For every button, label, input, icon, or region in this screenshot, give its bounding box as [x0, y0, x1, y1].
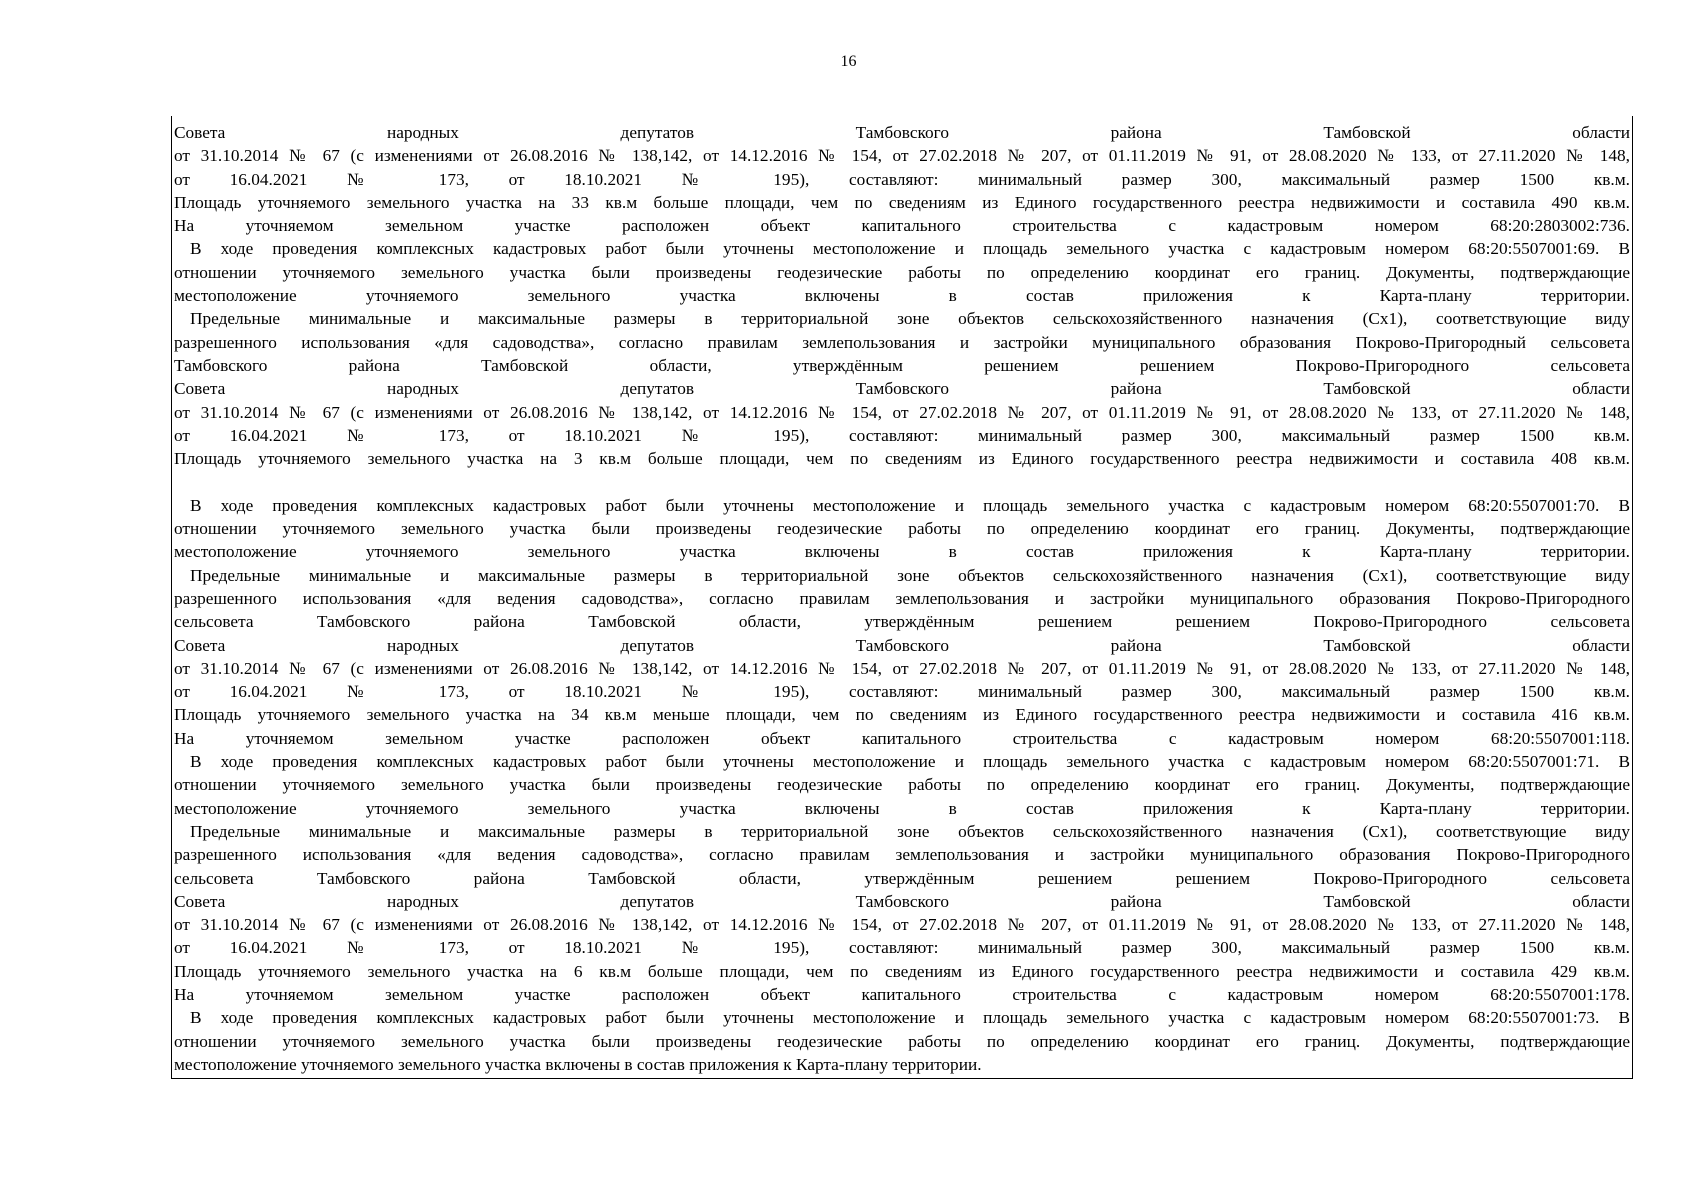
text-line: разрешенного использования «для садоводства», согласно правилам землепользования и застройки муниципального образования Покрово-Пригородный сельсовета: [174, 332, 1630, 352]
text-line: На уточняемом земельном участке расположен объект капитального строительства с кадастровым номером 68:20:5507001:118.: [174, 728, 1630, 748]
text-line: Совета народных депутатов Тамбовского района Тамбовской области: [174, 635, 1630, 655]
text-line: На уточняемом земельном участке расположен объект капитального строительства с кадастровым номером 68:20:2803002:736.: [174, 216, 1630, 236]
text-line: разрешенного использования «для ведения садоводства», согласно правилам землепользования и застройки муниципального образования Покрово-Пригородного: [174, 588, 1630, 608]
text-line: разрешенного использования «для ведения садоводства», согласно правилам землепользования и застройки муниципального образования Покрово-Пригородного: [174, 845, 1630, 865]
text-line: Предельные минимальные и максимальные размеры в территориальной зоне объектов сельскохозяйственного назначения (Сх1), соответствующие виду: [190, 821, 1630, 841]
text-line: Предельные минимальные и максимальные размеры в территориальной зоне объектов сельскохозяйственного назначения (Сх1), соответствующие виду: [190, 309, 1630, 329]
text-line: В ходе проведения комплексных кадастровых работ были уточнены местоположение и площадь земельного участка с кадастровым номером 68:20:5507001:73. В: [190, 1008, 1630, 1028]
text-line: сельсовета Тамбовского района Тамбовской области, утверждённым решением решением Покрово-Пригородного сельсовета: [174, 612, 1630, 632]
text-line: Совета народных депутатов Тамбовского района Тамбовской области: [174, 379, 1630, 399]
text-line: В ходе проведения комплексных кадастровых работ были уточнены местоположение и площадь земельного участка с кадастровым номером 68:20:5507001:70. В: [190, 495, 1630, 515]
text-line: от 16.04.2021 № 173, от 18.10.2021 № 195), составляют: минимальный размер 300, максимальный размер 1500 кв.м.: [174, 425, 1630, 445]
text-line: Тамбовского района Тамбовской области, утверждённым решением решением Покрово-Пригородного сельсовета: [174, 355, 1630, 375]
text-line: от 31.10.2014 № 67 (с изменениями от 26.08.2016 № 138,142, от 14.12.2016 № 154, от 27.02.2018 № 207, от 01.11.2019 № 91, от 28.08.2020 № 133, от 27.11.2020 № 148,: [174, 402, 1630, 422]
text-line: В ходе проведения комплексных кадастровых работ были уточнены местоположение и площадь земельного участка с кадастровым номером 68:20:5507001:71. В: [190, 752, 1630, 772]
text-line: местоположение уточняемого земельного участка включены в состав приложения к Карта-плану территории.: [174, 1054, 982, 1074]
text-line: отношении уточняемого земельного участка были произведены геодезические работы по определению координат его границ. Документы, подтверждающие: [174, 1031, 1630, 1051]
text-line: от 31.10.2014 № 67 (с изменениями от 26.08.2016 № 138,142, от 14.12.2016 № 154, от 27.02.2018 № 207, от 01.11.2019 № 91, от 28.08.2020 № 133, от 27.11.2020 № 148,: [174, 146, 1630, 166]
text-line: от 16.04.2021 № 173, от 18.10.2021 № 195), составляют: минимальный размер 300, максимальный размер 1500 кв.м.: [174, 682, 1630, 702]
text-line: Площадь уточняемого земельного участка на 34 кв.м меньше площади, чем по сведениям из Единого государственного реестра недвижимости и составила 416 кв.м.: [174, 705, 1630, 725]
text-line: от 31.10.2014 № 67 (с изменениями от 26.08.2016 № 138,142, от 14.12.2016 № 154, от 27.02.2018 № 207, от 01.11.2019 № 91, от 28.08.2020 № 133, от 27.11.2020 № 148,: [174, 915, 1630, 935]
page-number: 16: [840, 53, 857, 70]
text-line: Предельные минимальные и максимальные размеры в территориальной зоне объектов сельскохозяйственного назначения (Сх1), соответствующие виду: [190, 565, 1630, 585]
text-line: от 16.04.2021 № 173, от 18.10.2021 № 195), составляют: минимальный размер 300, максимальный размер 1500 кв.м.: [174, 169, 1630, 189]
text-line: от 31.10.2014 № 67 (с изменениями от 26.08.2016 № 138,142, от 14.12.2016 № 154, от 27.02.2018 № 207, от 01.11.2019 № 91, от 28.08.2020 № 133, от 27.11.2020 № 148,: [174, 658, 1630, 678]
text-line: Площадь уточняемого земельного участка на 33 кв.м больше площади, чем по сведениям из Единого государственного реестра недвижимости и составила 490 кв.м.: [174, 192, 1630, 212]
text-line: Площадь уточняемого земельного участка на 6 кв.м больше площади, чем по сведениям из Единого государственного реестра недвижимости и составила 429 кв.м.: [174, 961, 1630, 981]
text-line: местоположение уточняемого земельного участка включены в состав приложения к Карта-плану территории.: [174, 286, 1630, 306]
document-body: [174, 121, 1630, 1076]
text-line: отношении уточняемого земельного участка были произведены геодезические работы по определению координат его границ. Документы, подтверждающие: [174, 775, 1630, 795]
text-line: отношении уточняемого земельного участка были произведены геодезические работы по определению координат его границ. Документы, подтверждающие: [174, 519, 1630, 539]
text-line: местоположение уточняемого земельного участка включены в состав приложения к Карта-плану территории.: [174, 542, 1630, 562]
text-line: отношении уточняемого земельного участка были произведены геодезические работы по определению координат его границ. Документы, подтверждающие: [174, 262, 1630, 282]
text-line: от 16.04.2021 № 173, от 18.10.2021 № 195), составляют: минимальный размер 300, максимальный размер 1500 кв.м.: [174, 938, 1630, 958]
blank-line: [174, 470, 1630, 493]
text-line: Площадь уточняемого земельного участка на 3 кв.м больше площади, чем по сведениям из Единого государственного реестра недвижимости и составила 408 кв.м.: [174, 449, 1630, 469]
text-line: Совета народных депутатов Тамбовского района Тамбовской области: [174, 123, 1630, 142]
text-line: местоположение уточняемого земельного участка включены в состав приложения к Карта-плану территории.: [174, 798, 1630, 818]
text-line: Совета народных депутатов Тамбовского района Тамбовской области: [174, 891, 1630, 911]
text-line: На уточняемом земельном участке расположен объект капитального строительства с кадастровым номером 68:20:5507001:178.: [174, 984, 1630, 1004]
text-line: В ходе проведения комплексных кадастровых работ были уточнены местоположение и площадь земельного участка с кадастровым номером 68:20:5507001:69. В: [190, 239, 1630, 259]
text-line: сельсовета Тамбовского района Тамбовской области, утверждённым решением решением Покрово-Пригородного сельсовета: [174, 868, 1630, 888]
